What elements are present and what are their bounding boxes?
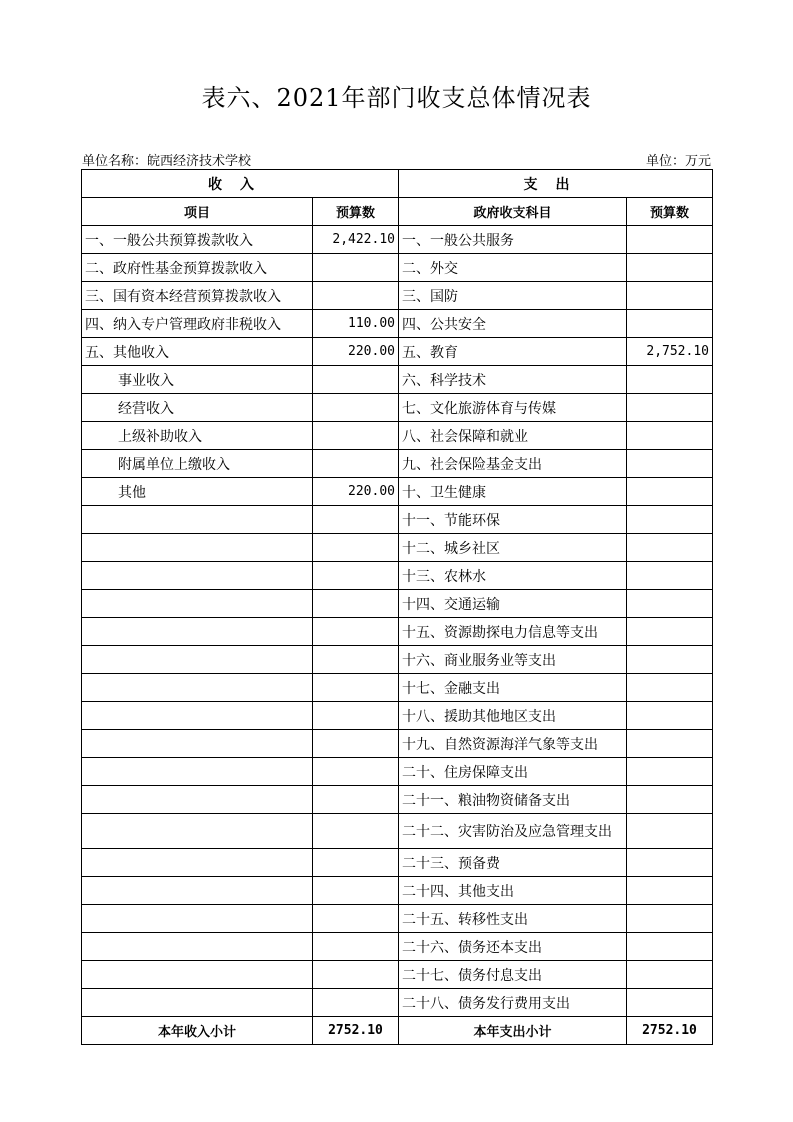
expense-amount-cell: [627, 282, 713, 310]
income-item-cell: [82, 961, 313, 989]
expense-amount-cell: [627, 506, 713, 534]
table-row: [82, 226, 713, 254]
expense-amount-cell: [627, 226, 713, 254]
expense-total-label: 本年支出小计: [399, 1017, 627, 1045]
income-item-cell: [82, 646, 313, 674]
income-item-cell: 二、政府性基金预算拨款收入: [82, 254, 313, 282]
income-total-value: 2752.10: [313, 1017, 399, 1045]
expense-item-cell: 二十三、预备费: [399, 849, 627, 877]
expense-amount-cell: [627, 310, 713, 338]
expense-item-cell: 二十一、粮油物资储备支出: [399, 786, 627, 814]
expense-item-cell: 六、科学技术: [399, 366, 627, 394]
income-amount-cell: [313, 702, 399, 730]
expense-amount-cell: [627, 849, 713, 877]
expense-item-cell: 二十六、债务还本支出: [399, 933, 627, 961]
expense-item-cell: 二十八、债务发行费用支出: [399, 989, 627, 1017]
expense-item-cell: 二十、住房保障支出: [399, 758, 627, 786]
income-amount-cell: [313, 989, 399, 1017]
expense-item-cell: 十九、自然资源海洋气象等支出: [399, 730, 627, 758]
expense-item-cell: 十六、商业服务业等支出: [399, 646, 627, 674]
income-amount-cell: [313, 933, 399, 961]
table-row: [82, 618, 713, 646]
expense-amount-cell: [627, 646, 713, 674]
income-item-cell: [82, 562, 313, 590]
table-row: [82, 786, 713, 814]
income-item-cell: [82, 814, 313, 849]
item-column-header: 项目: [82, 198, 313, 226]
income-amount-cell: [313, 282, 399, 310]
table-row: [82, 989, 713, 1017]
expense-item-cell: 二十七、债务付息支出: [399, 961, 627, 989]
expense-amount-cell: [627, 905, 713, 933]
table-row: [82, 422, 713, 450]
table-row: [82, 758, 713, 786]
table-row: [82, 450, 713, 478]
expense-amount-cell: [627, 786, 713, 814]
expense-item-cell: 十五、资源勘探电力信息等支出: [399, 618, 627, 646]
expense-item-cell: 七、文化旅游体育与传媒: [399, 394, 627, 422]
income-total-label: 本年收入小计: [82, 1017, 313, 1045]
income-amount-cell: [313, 674, 399, 702]
expense-item-cell: 五、教育: [399, 338, 627, 366]
totals-row: [82, 1017, 713, 1045]
expense-amount-cell: [627, 814, 713, 849]
expense-item-cell: 四、公共安全: [399, 310, 627, 338]
expense-item-cell: 九、社会保险基金支出: [399, 450, 627, 478]
income-item-cell: [82, 730, 313, 758]
expense-amount-cell: [627, 961, 713, 989]
expense-item-cell: 十四、交通运输: [399, 590, 627, 618]
expense-amount-cell: [627, 562, 713, 590]
table-row: [82, 310, 713, 338]
expense-amount-cell: 2,752.10: [627, 338, 713, 366]
column-header-row: [82, 198, 713, 226]
income-item-cell: [82, 590, 313, 618]
expense-item-cell: 十八、援助其他地区支出: [399, 702, 627, 730]
income-amount-cell: 220.00: [313, 478, 399, 506]
expense-amount-cell: [627, 618, 713, 646]
income-amount-cell: [313, 534, 399, 562]
budget-column-header: 预算数: [313, 198, 399, 226]
table-row: [82, 849, 713, 877]
table-row: [82, 366, 713, 394]
expense-item-cell: 二十四、其他支出: [399, 877, 627, 905]
expense-amount-cell: [627, 478, 713, 506]
expense-amount-cell: [627, 674, 713, 702]
table-row: [82, 338, 713, 366]
income-amount-cell: [313, 961, 399, 989]
income-item-cell: 五、其他收入: [82, 338, 313, 366]
expense-item-cell: 三、国防: [399, 282, 627, 310]
budget2-column-header: 预算数: [627, 198, 713, 226]
expense-amount-cell: [627, 730, 713, 758]
income-amount-cell: [313, 590, 399, 618]
table-row: [82, 282, 713, 310]
expense-amount-cell: [627, 702, 713, 730]
table-row: [82, 905, 713, 933]
budget-table: [81, 169, 713, 1045]
income-item-cell: 上级补助收入: [82, 422, 313, 450]
expense-item-cell: 二十二、灾害防治及应急管理支出: [399, 814, 627, 849]
table-row: [82, 961, 713, 989]
income-amount-cell: [313, 254, 399, 282]
unit-name-label: 单位名称：皖西经济技术学校: [82, 154, 252, 169]
income-amount-cell: [313, 366, 399, 394]
income-amount-cell: [313, 450, 399, 478]
income-amount-cell: [313, 758, 399, 786]
expense-section-header: 支出: [399, 170, 713, 198]
expense-amount-cell: [627, 590, 713, 618]
expense-amount-cell: [627, 450, 713, 478]
income-amount-cell: [313, 849, 399, 877]
income-item-cell: [82, 786, 313, 814]
expense-amount-cell: [627, 366, 713, 394]
income-item-cell: 三、国有资本经营预算拨款收入: [82, 282, 313, 310]
expense-item-cell: 一、一般公共服务: [399, 226, 627, 254]
income-amount-cell: [313, 786, 399, 814]
income-amount-cell: 110.00: [313, 310, 399, 338]
table-row: [82, 674, 713, 702]
expense-item-cell: 二、外交: [399, 254, 627, 282]
income-amount-cell: [313, 905, 399, 933]
income-amount-cell: [313, 562, 399, 590]
table-row: [82, 506, 713, 534]
income-amount-cell: [313, 506, 399, 534]
expense-amount-cell: [627, 989, 713, 1017]
income-item-cell: [82, 905, 313, 933]
table-row: [82, 814, 713, 849]
expense-item-cell: 十一、节能环保: [399, 506, 627, 534]
expense-item-cell: 十三、农林水: [399, 562, 627, 590]
income-item-cell: [82, 534, 313, 562]
income-item-cell: [82, 674, 313, 702]
expense-amount-cell: [627, 758, 713, 786]
table-row: [82, 702, 713, 730]
table-row: [82, 562, 713, 590]
table-row: [82, 254, 713, 282]
income-item-cell: [82, 989, 313, 1017]
expense-item-cell: 十七、金融支出: [399, 674, 627, 702]
table-row: [82, 534, 713, 562]
income-amount-cell: [313, 877, 399, 905]
table-row: [82, 478, 713, 506]
expense-amount-cell: [627, 422, 713, 450]
income-amount-cell: [313, 730, 399, 758]
expense-amount-cell: [627, 933, 713, 961]
income-amount-cell: [313, 646, 399, 674]
expense-amount-cell: [627, 534, 713, 562]
unit-label: 单位：万元: [645, 154, 711, 169]
income-amount-cell: 220.00: [313, 338, 399, 366]
income-item-cell: 四、纳入专户管理政府非税收入: [82, 310, 313, 338]
expense-amount-cell: [627, 877, 713, 905]
income-amount-cell: 2,422.10: [313, 226, 399, 254]
table-row: [82, 877, 713, 905]
income-amount-cell: [313, 618, 399, 646]
income-item-cell: 附属单位上缴收入: [82, 450, 313, 478]
section-header-row: [82, 170, 713, 198]
income-item-cell: [82, 506, 313, 534]
income-item-cell: [82, 758, 313, 786]
income-item-cell: [82, 702, 313, 730]
income-amount-cell: [313, 394, 399, 422]
income-item-cell: 经营收入: [82, 394, 313, 422]
table-row: [82, 933, 713, 961]
income-section-header: 收入: [82, 170, 399, 198]
income-amount-cell: [313, 422, 399, 450]
table-row: [82, 730, 713, 758]
gov-subject-column-header: 政府收支科目: [399, 198, 627, 226]
expense-total-value: 2752.10: [627, 1017, 713, 1045]
income-item-cell: 其他: [82, 478, 313, 506]
income-item-cell: 事业收入: [82, 366, 313, 394]
expense-amount-cell: [627, 394, 713, 422]
table-row: [82, 646, 713, 674]
expense-item-cell: 十、卫生健康: [399, 478, 627, 506]
expense-item-cell: 八、社会保障和就业: [399, 422, 627, 450]
income-item-cell: [82, 933, 313, 961]
expense-item-cell: 十二、城乡社区: [399, 534, 627, 562]
income-amount-cell: [313, 814, 399, 849]
page-title: 表六、2021年部门收支总体情况表: [201, 84, 592, 112]
income-item-cell: 一、一般公共预算拨款收入: [82, 226, 313, 254]
income-item-cell: [82, 877, 313, 905]
income-item-cell: [82, 618, 313, 646]
expense-amount-cell: [627, 254, 713, 282]
expense-item-cell: 二十五、转移性支出: [399, 905, 627, 933]
income-item-cell: [82, 849, 313, 877]
table-row: [82, 590, 713, 618]
table-row: [82, 394, 713, 422]
